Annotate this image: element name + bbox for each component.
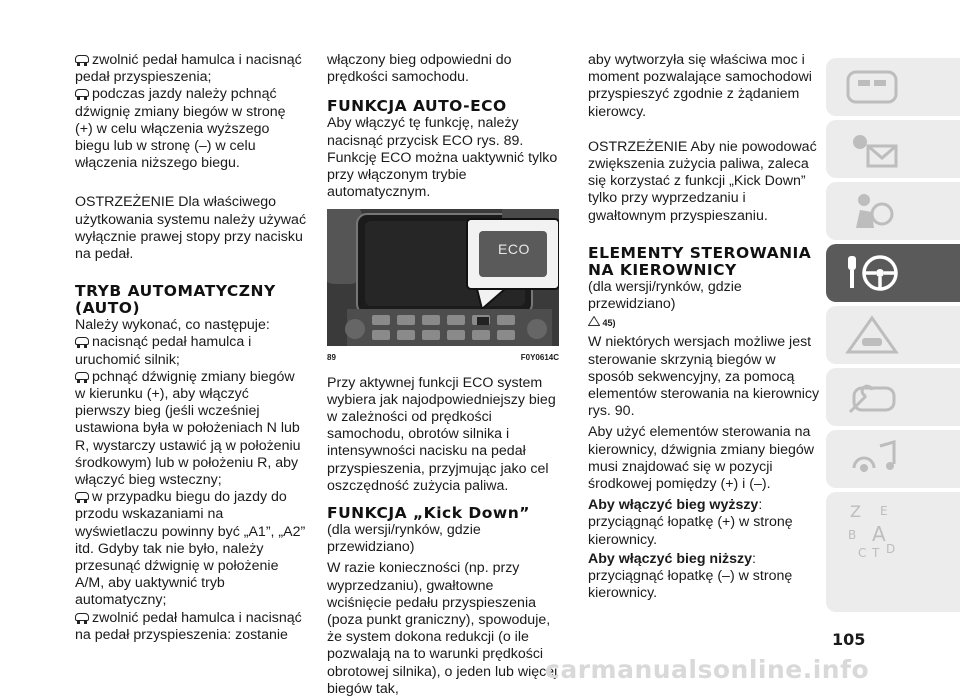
paragraph: Przy aktywnej funkcji ECO system wybiera jak najodpowiedniejszy bieg w zależności od prędkości samochodu, obrotów silnika i intensywności nacisku na pedał przyspieszenia, przyjmując jako cel oszczędność zużycia paliwa. [327,374,556,494]
tab-multimedia[interactable] [826,430,960,488]
paragraph: aby wytworzyła się właściwa moc i moment pozwalające samochodowi przyspieszyć zgodnie z żądaniem kierowcy. [588,52,812,120]
text-column-3 [588,52,820,602]
section-heading: TRYB AUTOMATYCZNY (AUTO) [75,282,276,318]
list-item: pchnąć dźwignię zmiany biegów w kierunku (+), aby włączyć pierwszy bieg (jeśli wcześniej ustawiona była w położeniach N lub R, wystarczy ustawić ją w położeniu środkowym) lub w położeniu R, aby włączyć bieg wsteczny; [75,368,301,489]
paragraph: Aby użyć elementów sterowania na kierownicy, dźwignia zmiany biegów musi znajdować się w pozycji środkowej pomiędzy (+) i (–). [588,424,815,493]
list-item: zwolnić pedał hamulca i nacisnąć pedał przyspieszenia; [75,52,302,86]
warning-reference: 45) [588,315,820,332]
paragraph: Aby włączyć tę funkcję, należy nacisnąć przycisk ECO rys. 89. Funkcję ECO można uaktywnić tylko przy włączonym trybie automatycznym. [327,115,558,201]
svg-text:T: T [872,546,880,560]
list-item: w przypadku biegu do jazdy do przodu wskazaniami na wyświetlaczu powinny być „A1”, „A2” itd. Gdyby tak nie było, należy przesunąć dźwignię w położenie A/M, aby uaktywnić tryb automatyczny; [75,489,306,609]
paragraph: przyciągnąć łopatkę (–) w stronę kierownicy. [588,568,793,602]
svg-text:Z: Z [850,502,861,521]
car-bullet-icon [75,337,89,345]
figure-number: 89 [327,353,336,363]
paragraph: W niektórych wersjach możliwe jest sterowanie skrzynią biegów w sposób sekwencyjny, za pomocą elementów sterowania na kierownicy rys. 90. [588,334,820,420]
car-crash-icon [844,314,900,356]
wrench-car-icon [844,376,900,418]
warning-text: OSTRZEŻENIE Dla właściwego użytkowania systemu należy używać wyłącznie prawej stopy przy nacisku na pedał. [75,194,307,263]
car-bullet-icon [75,372,89,380]
list-item: nacisnąć pedał hamulca i uruchomić silnik; [75,334,252,368]
paragraph: Należy wykonać, co następuje: [75,317,270,334]
svg-text:E: E [880,504,888,518]
svg-text:D: D [886,542,896,556]
paragraph: W razie konieczności (np. przy wyprzedzaniu), gwałtowne wciśnięcie pedału przyspieszenia (poza punkt graniczny), spowoduje, że system dokona redukcji (o ile pozwalają na to warunki prędkości obrotowej silnika), o jeden lub więcej biegów tak, [327,560,558,697]
list-item: podczas jazdy należy pchnąć dźwignię zmiany biegów w stronę (+) w celu włączenia wyższego biegu lub w stronę (–) w celu włączenia niższego biegu. [75,86,286,172]
tab-driving[interactable] [826,244,960,302]
car-bullet-icon [75,89,89,97]
section-heading: ELEMENTY STEROWANIA NA KIEROWNICY [588,243,812,279]
paragraph: przyciągnąć łopatkę (+) w stronę kierownicy. [588,514,793,548]
dashboard-photo [327,209,559,346]
svg-text:C: C [858,546,867,560]
page-number: 105 [832,630,866,649]
watermark: carmanualsonline.info [545,655,870,684]
warning-triangle-icon [588,316,600,326]
text-column-2 [327,52,559,698]
eco-button-figure [327,209,559,346]
tab-maintenance[interactable] [826,368,960,426]
paragraph: Aby włączyć bieg niższy: [588,550,756,567]
index-letters-icon [844,500,900,562]
figure-caption [327,349,559,366]
section-heading: FUNKCJA „Kick Down” [327,504,530,523]
svg-text:A: A [872,522,886,546]
car-bullet-icon [75,613,89,621]
svg-text:B: B [848,528,857,542]
tab-safety[interactable] [826,182,960,240]
car-dashboard-icon [844,66,900,108]
figure-code: F0Y0614C [520,353,559,363]
paragraph: włączony bieg odpowiedni do prędkości samochodu. [327,52,512,86]
airbag-person-icon [844,190,900,232]
tab-emergency[interactable] [826,306,960,364]
key-steering-wheel-icon [844,252,900,294]
warning-lights-icon [844,128,900,170]
eco-button-label: ECO [498,241,530,258]
tab-index[interactable] [826,492,960,612]
list-item: zwolnić pedał hamulca i nacisnąć na pedał przyspieszenia: zostanie [75,609,302,643]
section-heading: FUNKCJA AUTO-ECO [327,97,507,116]
paragraph: (dla wersji/rynków, gdzie przewidziano) [588,278,742,313]
car-bullet-icon [75,492,89,500]
paragraph: Aby włączyć bieg wyższy: [588,497,763,514]
tab-warning-lights[interactable] [826,120,960,178]
warning-text: OSTRZEŻENIE Aby nie powodować zwiększenia zużycia paliwa, zaleca się korzystać z funkcji „Kick Down” tylko przy wyprzedzaniu i gwałtownym przyspieszaniu. [588,138,817,224]
tab-dashboard[interactable] [826,58,960,116]
music-nav-icon [844,438,900,480]
car-bullet-icon [75,55,89,63]
paragraph: (dla wersji/rynków, gdzie przewidziano) [327,522,481,556]
text-column-1 [75,52,307,644]
